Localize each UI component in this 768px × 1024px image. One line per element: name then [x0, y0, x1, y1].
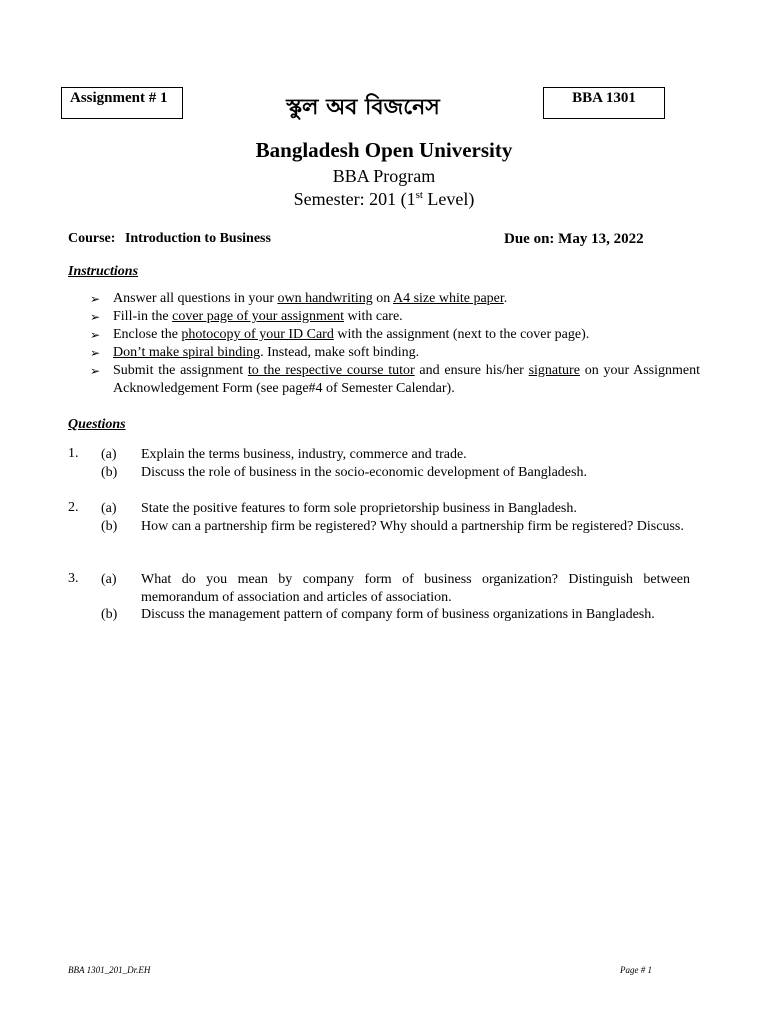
- instruction-emphasis: signature: [528, 363, 580, 378]
- instruction-emphasis: A4 size white paper: [392, 291, 504, 306]
- question-2: [68, 500, 690, 535]
- instruction-text: Fill-in the: [113, 309, 173, 324]
- footer-page-number: Page # 1: [620, 965, 652, 975]
- arrow-bullet-icon: ➢: [90, 346, 101, 360]
- instruction-emphasis: to the respective course tutor: [247, 363, 415, 378]
- instruction-text: . Instead, make soft binding.: [260, 345, 420, 360]
- course-code-box: BBA 1301: [543, 87, 665, 119]
- question-part: [68, 606, 690, 624]
- instruction-item: [90, 290, 700, 308]
- semester-suffix: Level): [422, 189, 475, 209]
- question-1: [68, 446, 690, 481]
- course-name: Introduction to Business: [124, 231, 271, 246]
- instruction-emphasis: cover page of your assignment: [172, 309, 344, 324]
- part-text: State the positive features to form sole proprietorship business in Bangladesh.: [141, 501, 577, 516]
- instructions-list: [90, 290, 700, 398]
- question-part: [68, 518, 690, 536]
- instruction-text: on: [372, 291, 393, 306]
- question-number: 3.: [68, 571, 79, 586]
- instruction-text: Answer all questions in your: [113, 291, 278, 306]
- arrow-bullet-icon: ➢: [90, 328, 101, 342]
- instruction-emphasis: Don’t make spiral binding: [113, 345, 261, 360]
- arrow-bullet-icon: ➢: [90, 310, 101, 324]
- part-text: Explain the terms business, industry, commerce and trade.: [141, 447, 467, 462]
- part-letter: (a): [101, 501, 117, 516]
- instruction-item: [90, 326, 700, 344]
- instruction-text: and ensure his/her: [414, 363, 529, 378]
- question-part: [68, 446, 690, 464]
- question-part: [68, 500, 690, 518]
- part-letter: (a): [101, 447, 117, 462]
- instruction-text: with care.: [343, 309, 403, 324]
- course-label: Course:: [68, 231, 116, 246]
- part-letter: (a): [101, 572, 117, 587]
- part-letter: (b): [101, 607, 118, 622]
- instructions-heading: Instructions: [68, 264, 139, 279]
- university-name: Bangladesh Open University: [255, 138, 513, 162]
- part-text: What do you mean by company form of business organization? Distinguish between memorandum of association and articles of association.: [141, 572, 690, 605]
- part-letter: (b): [101, 518, 118, 534]
- footer-doc-code: BBA 1301_201_Dr.EH: [68, 965, 151, 975]
- course-line: [68, 231, 271, 247]
- question-number: 2.: [68, 500, 79, 515]
- instruction-text: on your Assignment Acknowledgement Form (see page#4 of Semester Calendar).: [113, 363, 701, 396]
- part-text: Discuss the management pattern of company form of business organizations in Bangladesh.: [141, 607, 655, 622]
- instruction-text: Submit the assignment: [113, 363, 248, 378]
- instruction-text: .: [503, 291, 508, 306]
- question-part: [68, 464, 690, 482]
- semester-prefix: Semester: 201 (1: [293, 189, 416, 209]
- instruction-item: [90, 308, 700, 326]
- due-date: Due on: May 13, 2022: [504, 231, 644, 247]
- arrow-bullet-icon: ➢: [90, 292, 101, 306]
- instruction-emphasis: photocopy of your ID Card: [181, 327, 334, 342]
- instruction-text: Enclose the: [113, 327, 182, 342]
- assignment-number-box: Assignment # 1: [61, 87, 183, 119]
- semester-line: [0, 189, 768, 210]
- question-part: [68, 571, 690, 606]
- logo-text: স্কুল অব বিজনেস: [286, 95, 440, 120]
- questions-heading: Questions: [68, 417, 126, 432]
- instruction-text: with the assignment (next to the cover page).: [333, 327, 590, 342]
- instruction-item: [90, 362, 700, 398]
- part-letter: (b): [101, 464, 118, 480]
- program-name: BBA Program: [332, 166, 436, 186]
- school-of-business-logo: [283, 88, 443, 124]
- instruction-item: [90, 344, 700, 362]
- question-3: [68, 571, 690, 624]
- part-text: Discuss the role of business in the socio-economic development of Bangladesh.: [141, 464, 587, 480]
- question-number: 1.: [68, 446, 79, 461]
- instruction-emphasis: own handwriting: [277, 291, 373, 306]
- semester-sup: st: [415, 189, 423, 201]
- arrow-bullet-icon: ➢: [90, 364, 101, 378]
- part-text: How can a partnership firm be registered? Why should a partnership firm be registered? Discuss.: [141, 518, 684, 534]
